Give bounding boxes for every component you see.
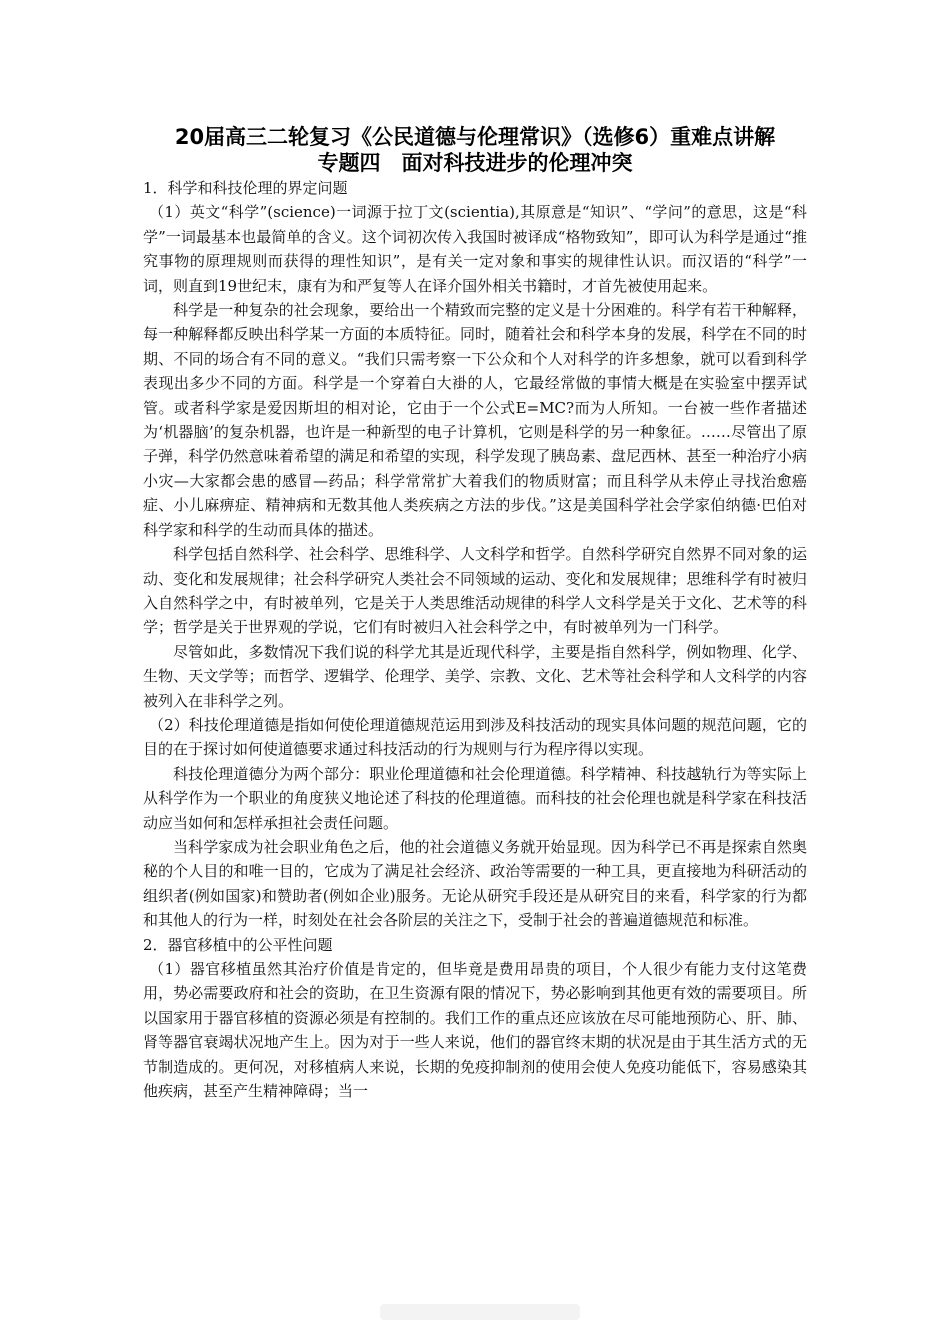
paragraph: 科技伦理道德分为两个部分：职业伦理道德和社会伦理道德。科学精神、科技越轨行为等实际上从科学作为一个职业的角度狭义地论述了科技的伦理道德。而科技的社会伦理也就是科学家在科技活动应当如何和怎样承担社会责任问题。 (143, 764, 807, 832)
paragraph: （1）器官移植虽然其治疗价值是肯定的，但毕竟是费用昂贵的项目，个人很少有能力支付这笔费用，势必需要政府和社会的资助，在卫生资源有限的情况下，势必影响到其他更有效的需要项目。所以国家用于器官移植的资源必须是有控制的。我们工作的重点还应该放在尽可能地预防心、肝、肺、肾等器官衰竭状况地产生上。因为对于一些人来说，他们的器官终末期的状况是由于其生活方式的无节制造成的。更何况，对移植病人来说，长期的免疫抑制剂的使用会使人免疫功能低下，容易感染其他疾病，甚至产生精神障碍；当一 (143, 960, 807, 1101)
section-heading-1: 1．科学和科技伦理的界定问题 (143, 179, 348, 197)
paragraph: （1）英文“科学”(science)一词源于拉丁文(scientia),其原意是“知识”、“学问”的意思，这是“科学”一词最基本也最简单的含义。这个词初次传入我国时被译成“格物致知”，即可认为科学是通过“推究事物的原理规则而获得的理性知识”，是有关一定对象和事实的规律性认识。而汉语的“科学”一词，则直到19世纪末，康有为和严复等人在译介国外相关书籍时，才首先被使用起来。 (143, 203, 807, 295)
paragraph: 科学是一种复杂的社会现象，要给出一个精致而完整的定义是十分困难的。科学有若干种解释，每一种解释都反映出科学某一方面的本质特征。同时，随着社会和科学本身的发展，科学在不同的时期、不同的场合有不同的意义。“我们只需考察一下公众和个人对科学的许多想象，就可以看到科学表现出多少不同的方面。科学是一个穿着白大褂的人，它最经常做的事情大概是在实验室中摆弄试管。或者科学家是爱因斯坦的相对论，它由于一个公式E=MC?而为人所知。一台被一些作者描述为‘机器脑’的复杂机器，也许是一种新型的电子计算机，它则是科学的另一种象征。……尽管出了原子弹，科学仍然意味着希望的满足和希望的实现，科学发现了胰岛素、盘尼西林、甚至一种治疗小病小灾—大家都会患的感冒—药品；科学常常扩大着我们的物质财富；而且科学从未停止寻找治愈癌症、小儿麻痹症、精神病和无数其他人类疾病之方法的步伐。”这是美国科学社会学家伯纳德·巴伯对科学家和科学的生动而具体的描述。 (143, 301, 807, 539)
faint-watermark (360, 1292, 600, 1332)
document-title: 20届高三二轮复习《公民道德与伦理常识》（选修6）重难点讲解 (174, 125, 776, 149)
document-subtitle: 专题四 面对科技进步的伦理冲突 (317, 151, 633, 175)
watermark-shape (360, 1292, 600, 1332)
section-heading-2: 2．器官移植中的公平性问题 (143, 935, 333, 954)
paragraph: 尽管如此，多数情况下我们说的科学尤其是近现代科学，主要是指自然科学，例如物理、化学、生物、天文学等；而哲学、逻辑学、伦理学、美学、宗教、文化、艺术等社会科学和人文科学的内容被列入在非科学之列。 (143, 642, 807, 710)
document-body (143, 176, 807, 1103)
paragraph: 当科学家成为社会职业角色之后，他的社会道德义务就开始显现。因为科学已不再是探索自然奥秘的个人目的和唯一目的，它成为了满足社会经济、政治等需要的一种工具，更直接地为科研活动的组织者(例如国家)和赞助者(例如企业)服务。无论从研究手段还是从研究目的来看，科学家的行为都和其他人的行为一样，时刻处在社会各阶层的关注之下，受制于社会的普遍道德规范和标准。 (143, 837, 807, 930)
paragraph: （2）科技伦理道德是指如何使伦理道德规范运用到涉及科技活动的现实具体问题的规范问题，它的目的在于探讨如何使道德要求通过科技活动的行为规则与行为程序得以实现。 (143, 715, 807, 759)
paragraph: 科学包括自然科学、社会科学、思维科学、人文科学和哲学。自然科学研究自然界不同对象的运动、变化和发展规律；社会科学研究人类社会不同领域的运动、变化和发展规律；思维科学有时被归入自然科学之中，有时被单列，它是关于人类思维活动规律的科学人文科学是关于文化、艺术等的科学；哲学是关于世界观的学说，它们有时被归入社会科学之中，有时被单列为一门科学。 (143, 545, 807, 637)
